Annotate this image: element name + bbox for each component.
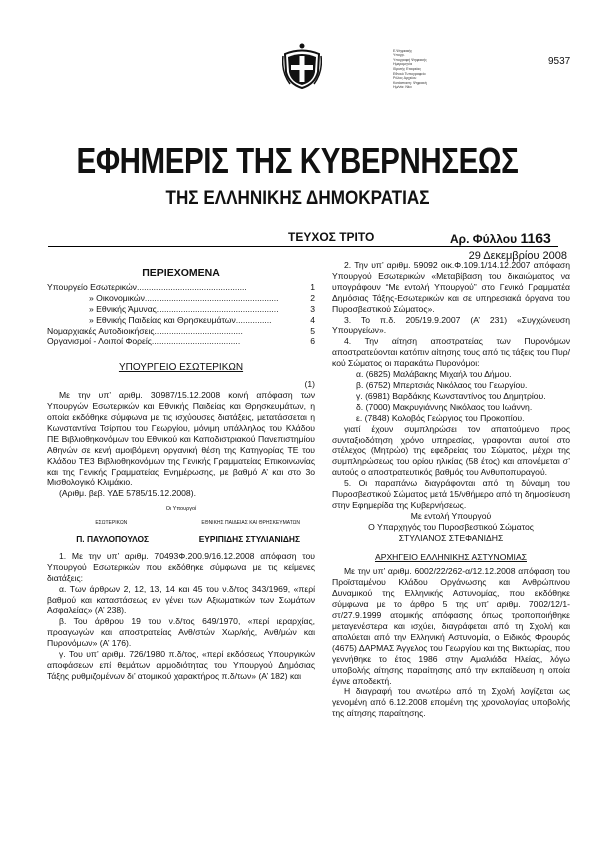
gazette-title: ΕΦΗΜΕΡΙΣ ΤΗΣ ΚΥΒΕΡΝΗΣΕΩΣ — [76, 140, 519, 181]
gazette-subtitle: ΤΗΣ ΕΛΛΗΝΙΚΗΣ ΔΗΜΟΚΡΑΤΙΑΣ — [165, 188, 430, 209]
signature-line: Ο Υπαρχηγός του Πυροσβεστικού Σώματος — [368, 521, 534, 532]
signatory-name: Π. ΠΑΥΛΟΠΟΥΛΟΣ — [76, 534, 150, 545]
decision-reference: (Αριθμ. βεβ. ΥΔΕ 5785/15.12.2008). — [59, 488, 196, 499]
contents-item: » Οικονομικών........................................................ 2 — [89, 292, 315, 303]
right-column — [332, 260, 570, 719]
contents-item: Νομαρχιακές Αυτοδιοικήσεις..................................... 5 — [47, 325, 315, 336]
header-rule — [48, 246, 558, 247]
list-item: α. (6825) Μαλάβακης Μιχαήλ του Δήμου. — [356, 369, 512, 380]
section-heading: ΑΡΧΗΓΕΙΟ ΕΛΛΗΝΙΚΗΣ ΑΣΤΥΝΟΜΙΑΣ — [374, 551, 527, 562]
issue-date: 29 Δεκεμβρίου 2008 — [468, 250, 567, 262]
signatory-role: ΕΣΩΤΕΡΙΚΩΝ — [95, 520, 128, 527]
decision-paragraph: γ. Του υπ’ αριθμ. 726/1980 π.δ/τος, «περί εκδόσεως Υπουργικών αποφάσεων επί θεμάτων αρμοδιότητας του Υπουργού Δημόσιας Τάξης ρυθμιζομένων δι’ ατομικού χαρακτήρος π.δ/των» (Α’ 182) και — [47, 649, 315, 681]
list-item: γ. (6981) Βαρδάκης Κωνσταντίνος του Δημητρίου. — [356, 390, 546, 401]
signatory-roles — [47, 518, 315, 529]
digital-signature-stamp: Ε.Ψηφιακής Υπογρ. Υπογραφή Ψηφιακής Ημερομηνία Ιδρυτής Εταιρείας Εθνικό Τυπογραφείο Ρόλος Αρχείου Κατάσταση: Ψηφιακή Ημ/νία: Νέα — [393, 48, 427, 90]
signature-line: Με εντολή Υπουργού — [410, 510, 492, 521]
decision-paragraph: 4. Την αίτηση αποστρατείας των Πυρονόμων αποστρατεύονται κατόπιν αίτησης τους από τις τάξεις του Πυρ/κού Σώματος οι παρακάτω Πυρονόμοι: — [332, 336, 570, 369]
contents-item: » Εθνικής Άμυνας................................................... 3 — [89, 303, 315, 314]
signatory-name: ΕΥΡΙΠΙΔΗΣ ΣΤΥΛΙΑΝΙΔΗΣ — [198, 534, 300, 545]
decision-paragraph: 5. Οι παραπάνω διαγράφονται από τη δύναμη του Πυροσβεστικού Σώματος μετά 15/νθήμερο από τη δημοσίευση στην Εφημερίδα της Κυβερνήσεως. — [332, 478, 570, 510]
contents-heading: ΠΕΡΙΕΧΟΜΕΝΑ — [142, 267, 220, 279]
decision-paragraph: 1. Με την υπ’ αριθμ. 70493Φ.200.9/16.12.2008 απόφαση του Υπουργού Εσωτερικών που εκδόθηκε σύμφωνα με τις κείμενες διατάξεις: — [47, 550, 315, 583]
contents-item: Οργανισμοί - Λοιποί Φορείς..................................... 6 — [47, 336, 315, 347]
greek-coat-of-arms-icon — [282, 42, 322, 90]
decision-paragraph: Με την υπ’ αριθμ. 30987/15.12.2008 κοινή απόφαση των Υπουργών Εσωτερικών και Εθνικής Παιδείας και Θρησκευμάτων, η οποία εκδόθηκε σύμφωνα με τις ισχύουσες διατάξεις, μετατάσσεται η Κωνσταντίνα Τσίρπου του Γεωργίου, μόνιμη υπάλληλος του Κλάδου ΠΕ Βιβλιοθηκονόμων του Εθνικού και Καποδιστριακού Πανεπιστημίου Αθηνών σε κενή αμοιβόμενη οργανική θέση της Κατηγορίας ΤΕ του Κλάδου ΤΕ3 Βιβλιοθηκονόμων της Γενικής Γραμματείας Επικοινωνίας και της Γενικής Γραμματείας Ενημέρωσης, με βαθμό Α’ και στο 3ο Μισθολογικό Κλιμάκιο. — [47, 390, 315, 488]
left-column — [47, 268, 315, 682]
list-item: δ. (7000) Μακρυγιάννης Νικόλαος του Ιωάννη. — [356, 401, 533, 412]
page-number: 9537 — [548, 56, 571, 67]
sheet-label: Αρ. Φύλλου — [450, 232, 518, 246]
decision-paragraph: Η διαγραφή του ανωτέρω από τη Σχολή λογίζεται ως γενομένη από 6.12.2008 επομένη της χρονολογίας υποβολής της αίτησης παραίτησης. — [332, 686, 570, 719]
signatory-names — [47, 534, 315, 545]
ministry-heading: ΥΠΟΥΡΓΕΙΟ ΕΣΩΤΕΡΙΚΩΝ — [118, 362, 244, 374]
decision-paragraph: γιατί έχουν συμπληρώσει τον απαιτούμενο προς συνταξιοδότηση χρόνο υπηρεσίας, γραφονται αυτοί στο στέλεχος (Μητρώο) της εφεδρείας του Σώματος, μέχρι της συμπληρώσεως του ορίου ηλικίας (58 έτος) και απονέμεται σ’ αυτούς ο αποστρατευτικός βαθμός του Ανθυποπυραγού. — [332, 423, 570, 478]
contents-list — [47, 282, 315, 347]
contents-item: » Εθνικής Παιδείας και Θρησκευμάτων............... 4 — [89, 314, 315, 325]
decision-number: (1) — [304, 379, 315, 390]
sheet-number — [450, 230, 551, 246]
decision-paragraph: 3. Το π.δ. 205/19.9.2007 (Α’ 231) «Συγχώνευση Υπουργείων». — [332, 314, 570, 336]
decision-paragraph: 2. Την υπ’ αριθμ. 59092 οικ.Φ.109.1/14.12.2007 απόφαση Υπουργού Εσωτερικών «Μεταβίβαση του δικαιώματος να υπογράφουν “Με εντολή Υπουργού” στο Γενικό Γραμματέα Δημόσιας Τάξης-Εσωτερικών και σε υπηρεσιακά όργανα του Πυροσβεστικού Σώματος». — [332, 260, 570, 314]
signature-name: ΣΤΥΛΙΑΝΟΣ ΣΤΕΦΑΝΙΔΗΣ — [398, 532, 504, 543]
sheet-value: 1163 — [520, 230, 551, 246]
contents-item: Υπουργείο Εσωτερικών.............................................. 1 — [47, 281, 315, 292]
decision-paragraph: β. Του άρθρου 19 του ν.δ/τος 649/1970, «περί ιεραρχίας, προαγωγών και αποστρατείας Ανθ/στών Χωρ/κής, Ανθ/μών και Πυρονόμων» (Α’ 176). — [47, 616, 315, 649]
issue-type: ΤΕΥΧΟΣ ΤΡΙΤΟ — [288, 230, 375, 244]
list-item: β. (6752) Μπερτσιάς Νικόλαος του Γεωργίου. — [356, 379, 528, 390]
decision-paragraph: α. Των άρθρων 2, 12, 13, 14 και 45 του ν.δ/τος 343/1969, «περί βαθμού και καταστάσεως εν γένει των Αξιωματικών των Σωμάτων Ασφαλείας» (Α’ 238). — [47, 583, 315, 616]
signatory-role: ΕΘΝΙΚΗΣ ΠΑΙΔΕΙΑΣ ΚΑΙ ΘΡΗΣΚΕΥΜΑΤΩΝ — [201, 520, 301, 527]
list-item: ε. (7848) Κολοβός Γεώργιος του Προκοπίου. — [356, 412, 525, 423]
decision-paragraph: Με την υπ’ αριθμ. 6002/22/262-α/12.12.2008 απόφαση του Προϊσταμένου Κλάδου Οργάνωσης και Ανθρώπινου Δυναμικού της Ελληνικής Αστυνομίας, που εκδόθηκε σύμφωνα με το άρθρο 5 της υπ’ αριθμ. 7002/12/1-στ/27.9.1999 ατομικής απόφασης όπως τροποποιήθηκε μεταγενέστερα και ισχύει, διαγράφεται από τη Σχολή και απολύεται από την Ελληνική Αστυνομία, ο Ειδικός Φρουρός (4675) ΔΑΡΜΑΣ Άγγελος του Γεωργίου και της Βικτωρίας, που γεννήθηκε το έτος 1986 στην Αμαλιάδα Ηλείας, λόγω υποβολής αίτησης παραίτησης από την εκπαίδευση η οποία έγινε αποδεκτή. — [332, 566, 570, 686]
signatories-heading: Οι Υπουργοί — [165, 506, 197, 513]
